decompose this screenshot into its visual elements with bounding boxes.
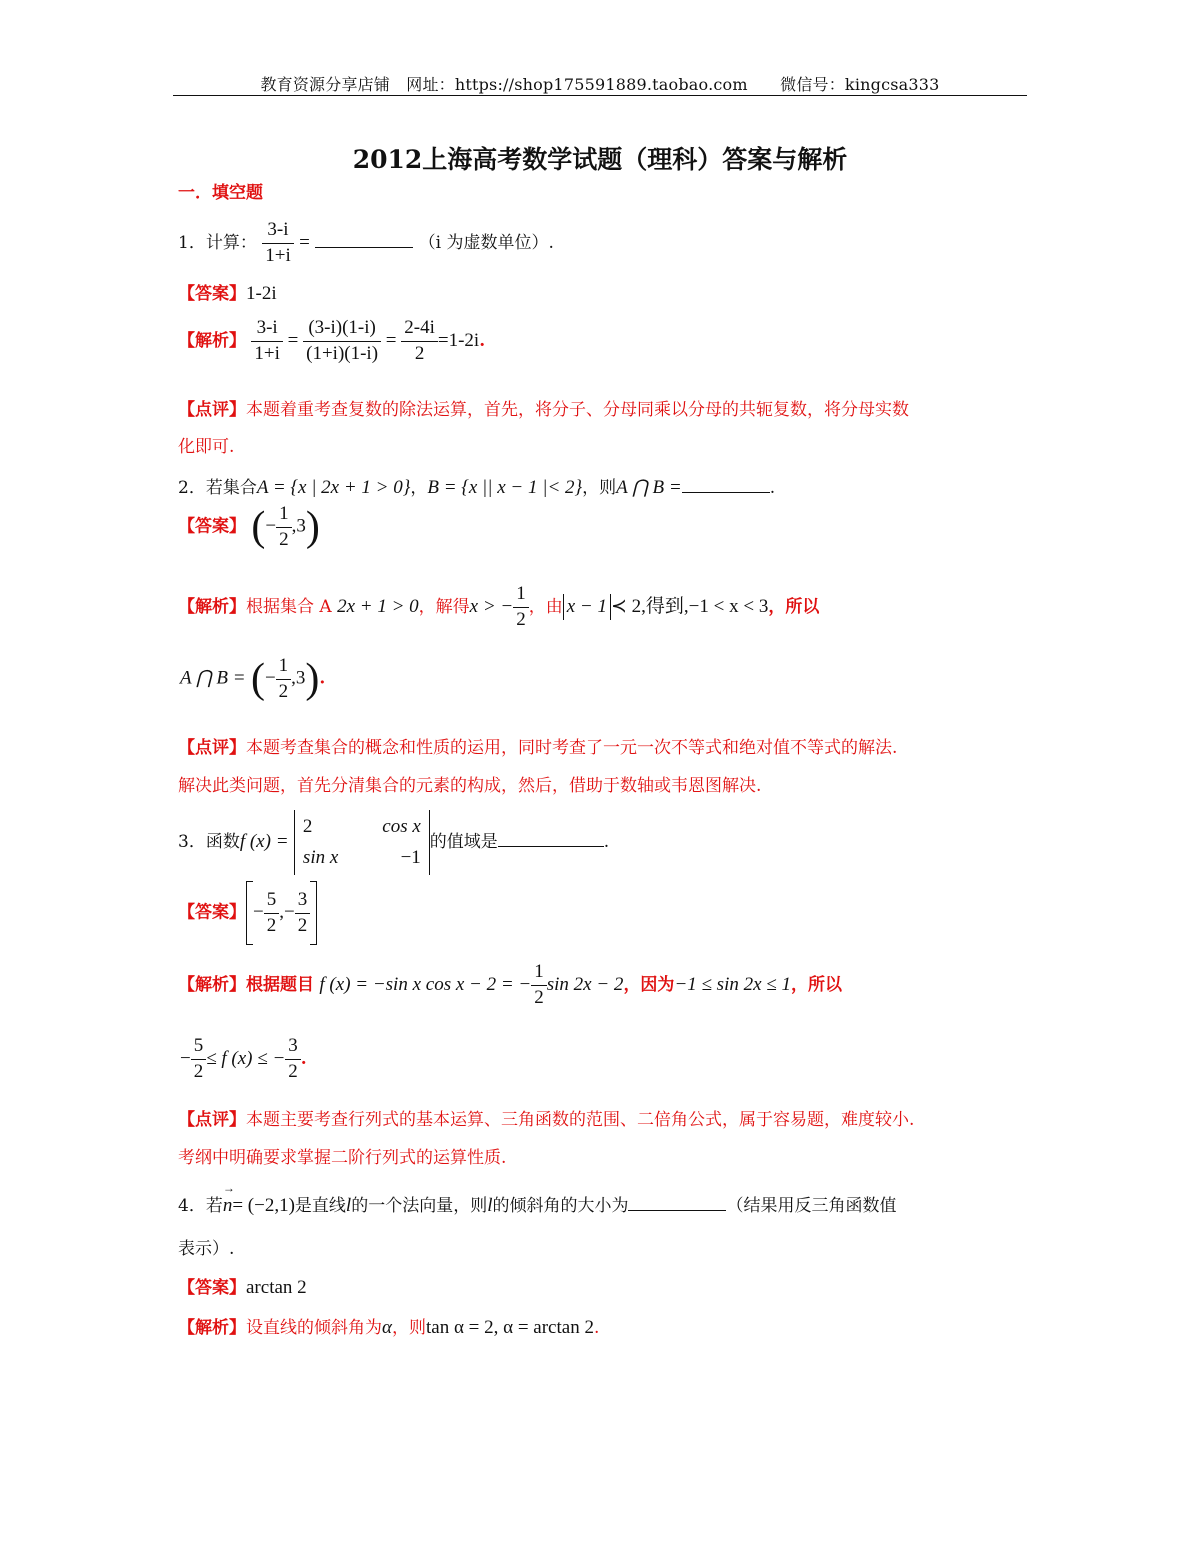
q3-answer: 【答案】 − $\frac{5}{2}$ ,− $\frac{3}{2}$	[178, 881, 317, 945]
q3-comment: 【点评】本题主要考查行列式的基本运算、三角函数的范围、二倍角公式，属于容易题，难度较小.	[178, 1110, 915, 1130]
header-divider	[173, 95, 1027, 96]
q4-blank	[628, 1192, 726, 1211]
q3-analysis-line2: − $\frac{5}{2}$ ≤ f (x) ≤ − $\frac{3}{2}$ .	[180, 1035, 307, 1082]
q4-vector-n: → n	[223, 1195, 233, 1217]
q1-blank	[315, 229, 413, 248]
q4-answer: 【答案】arctan 2	[178, 1277, 307, 1298]
q1-fraction: $\frac{3-i}{1+i}$	[262, 220, 294, 267]
q1-comment-line2: 化即可.	[178, 437, 235, 457]
q4-question: 4．若→ n= (−2,1)是直线l的一个法向量，则l的倾斜角的大小为 （结果用反三角函数值	[178, 1191, 896, 1217]
q4-question-line2: 表示）.	[178, 1239, 235, 1259]
q1-answer-value: 1-2i	[246, 283, 277, 304]
answer-tag: 【答案】	[178, 284, 246, 304]
q3-question: 3．函数f (x) = 2 cos x sin x −1 的值域是 .	[178, 810, 609, 875]
analysis-tag: 【解析】	[178, 330, 246, 351]
q2-comment-line2: 解决此类问题，首先分清集合的元素的构成，然后，借助于数轴或韦恩图解决.	[178, 776, 762, 796]
q3-comment-line2: 考纲中明确要求掌握二阶行列式的运算性质.	[178, 1148, 507, 1168]
q2-answer: 【答案】 (− $\frac{1}{2}$ ,3)	[178, 502, 320, 550]
q2-analysis-line2: A ⋂ B = (− $\frac{1}{2}$ ,3).	[180, 654, 326, 702]
q4-analysis: 【解析】设直线的倾斜角为α，则tan α = 2, α = arctan 2.	[178, 1317, 600, 1338]
q1-prefix: 1．计算：	[178, 232, 257, 253]
q1-analysis: 【解析】 $\frac{3-i}{1+i}$ = $\frac{(3-i)(1-i)}{(1+i)(1-i)}$ = $\frac{2-4i}{2}$ =1-2i.	[178, 317, 486, 364]
section-heading: 一．填空题	[178, 183, 263, 203]
q2-analysis: 【解析】根据集合 A 2x + 1 > 0，解得x > − $\frac{1}{2}$ ，由 x − 1 ≺ 2,得到,−1 < x < 3，所以	[178, 583, 820, 630]
q2-blank	[682, 474, 770, 493]
comment-tag: 【点评】	[178, 400, 246, 420]
q1-suffix: （i 为虚数单位）.	[418, 232, 554, 253]
page-header: 教育资源分享店铺 网址：https://shop175591889.taobao.com 微信号：kingcsa333	[260, 75, 940, 94]
q2-comment: 【点评】本题考查集合的概念和性质的运用，同时考查了一元一次不等式和绝对值不等式的解法.	[178, 738, 898, 758]
q1-answer	[178, 279, 277, 305]
q3-analysis: 【解析】根据题目 f (x) = −sin x cos x − 2 = − $\frac{1}{2}$ sin 2x − 2，因为−1 ≤ sin 2x ≤ 1，所以	[178, 961, 842, 1008]
q1-question	[178, 220, 554, 267]
q3-blank	[498, 828, 604, 847]
document-title: 2012上海高考数学试题（理科）答案与解析	[352, 145, 848, 174]
q1-equals: =	[299, 231, 310, 253]
q3-determinant: 2 cos x sin x −1	[294, 810, 430, 875]
q2-question: 2．若集合A = {x | 2x + 1 > 0}，B = {x || x − 1 |< 2}，则A ⋂ B = .	[178, 473, 775, 499]
q1-comment: 【点评】本题着重考查复数的除法运算，首先，将分子、分母同乘以分母的共轭复数，将分母实数	[178, 400, 909, 420]
